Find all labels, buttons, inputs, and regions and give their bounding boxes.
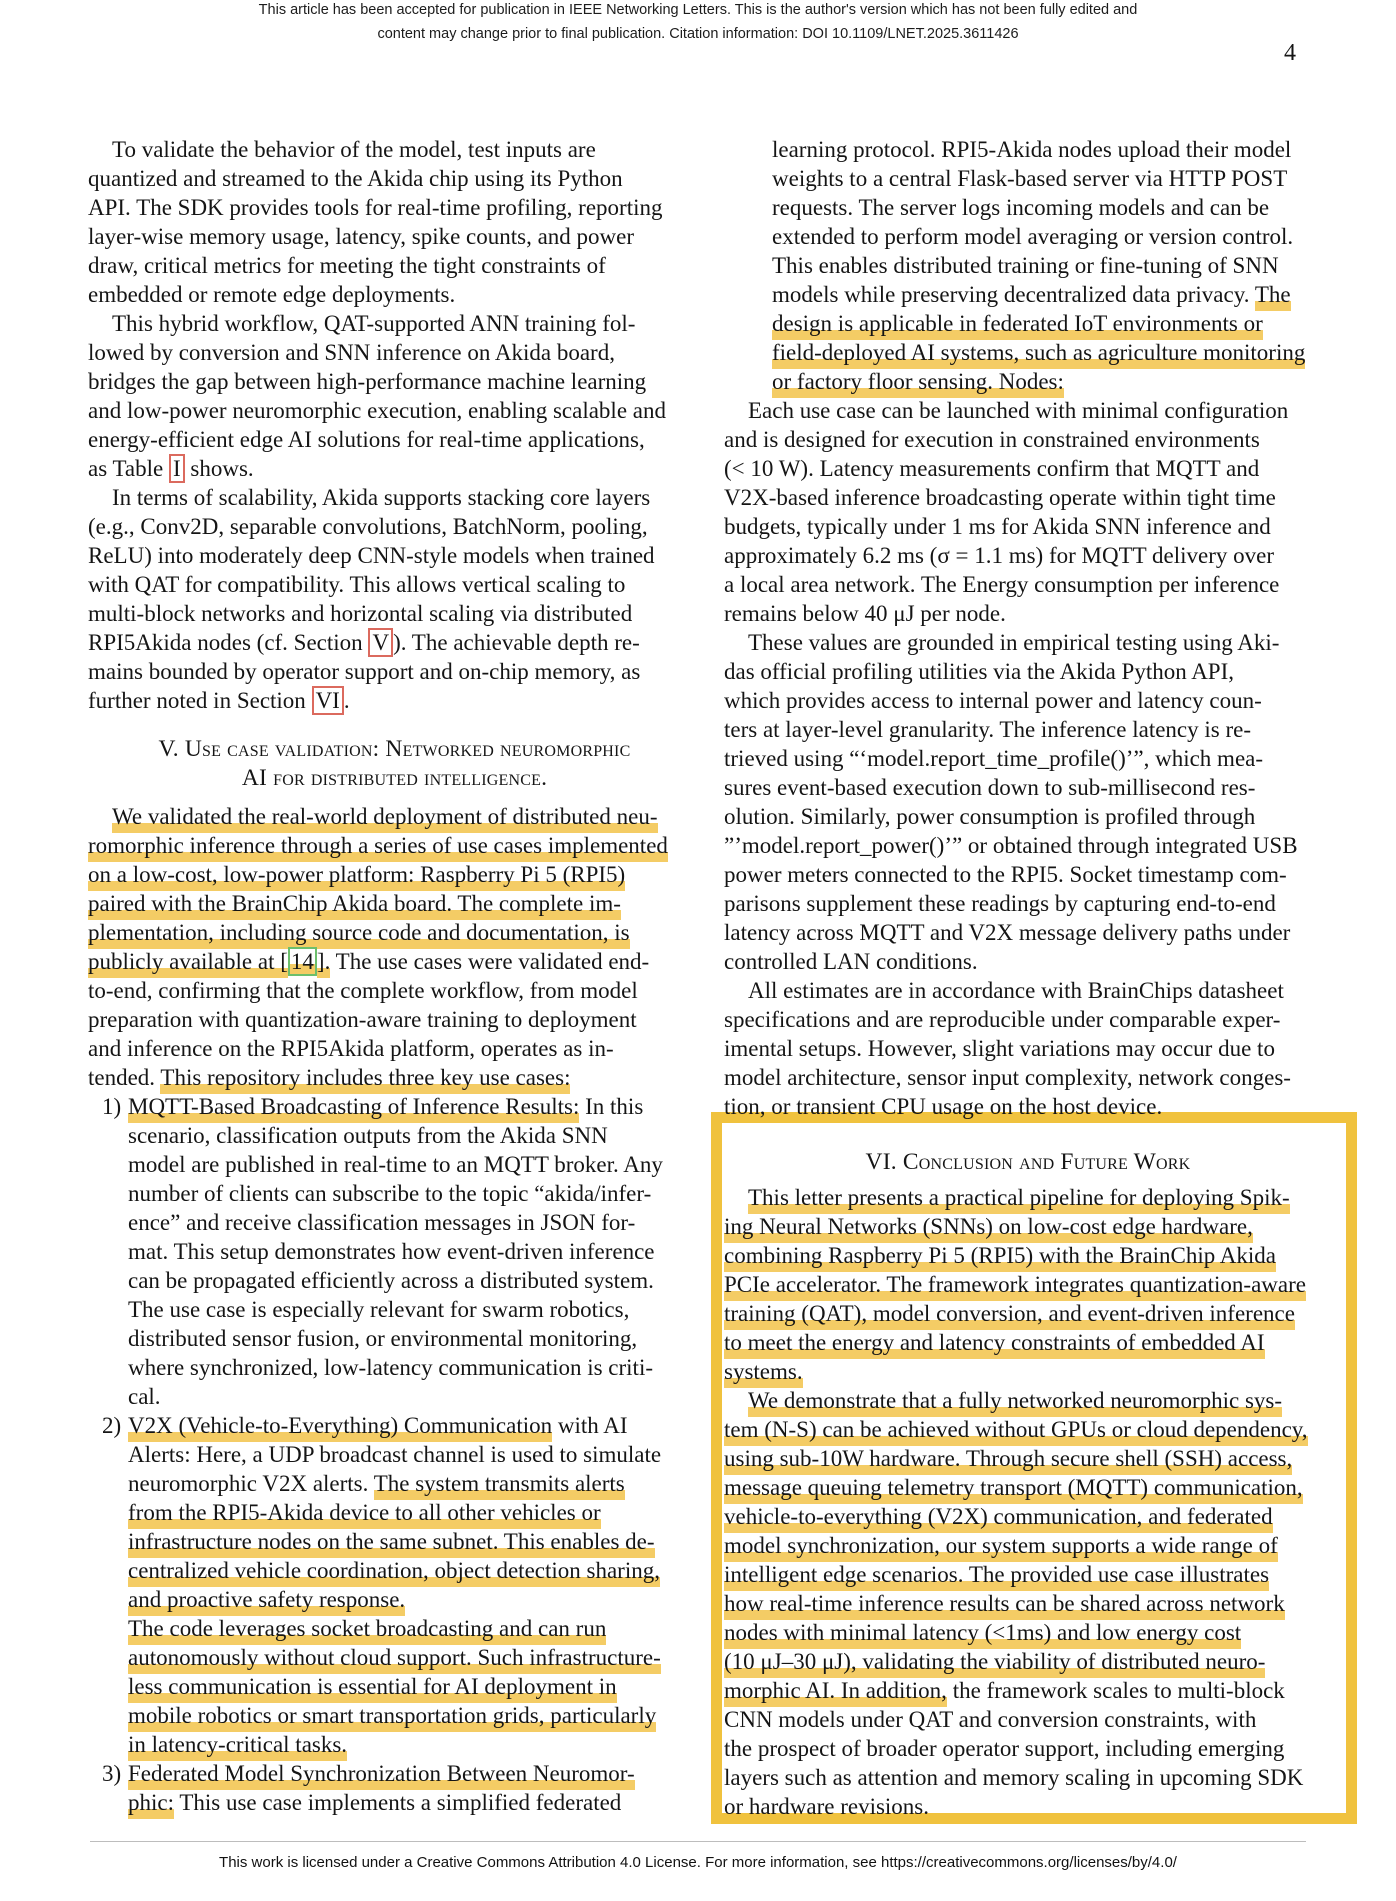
text-segment: The use cases were validated end- [330, 949, 650, 974]
text-segment: olution. Similarly, power consumption is profiled through [724, 804, 1256, 829]
text-segment: can be propagated efficiently across a distributed system. [128, 1268, 654, 1293]
text-segment: cal. [128, 1384, 161, 1409]
text-line [724, 454, 1332, 483]
text-line [88, 628, 701, 657]
text-line [88, 1092, 701, 1121]
text-line [88, 686, 701, 715]
text-line [88, 1295, 701, 1324]
header-notice-line2: content may change prior to final publication. Citation information: DOI 10.1109/LNET.2025.3611426 [377, 26, 1019, 42]
text-segment: the framework scales to multi-block [946, 1678, 1285, 1703]
text-segment: and inference on the RPI5Akida platform, operates as in- [88, 1036, 614, 1061]
text-segment: models while preserving decentralized data privacy. [772, 282, 1255, 307]
text-line [724, 1444, 1332, 1473]
paragraph [724, 628, 1332, 976]
text-segment: shows. [184, 456, 254, 481]
text-line [724, 1034, 1332, 1063]
text-line [88, 599, 701, 628]
text-line [724, 1734, 1332, 1763]
highlighter-mark: Federated Model Synchronization Between Neuromor- [128, 1761, 635, 1790]
highlighter-mark: model synchronization, our system supports a wide range of [724, 1533, 1278, 1562]
text-line [88, 425, 701, 454]
text-line [88, 1788, 701, 1817]
text-segment: sures event-based execution down to sub-millisecond res- [724, 775, 1256, 800]
text-line [88, 802, 701, 831]
text-segment: RPI5Akida nodes (cf. Section [88, 630, 369, 655]
text-line [88, 1063, 701, 1092]
internal-ref-link[interactable]: VI [312, 686, 344, 715]
text-line [88, 1672, 701, 1701]
text-line [724, 976, 1332, 1005]
highlighter-mark: V2X (Vehicle-to-Everything) Communication [128, 1413, 552, 1442]
text-line [88, 1005, 701, 1034]
paragraph [88, 135, 701, 309]
text-segment: das official profiling utilities via the Akida Python API, [724, 659, 1234, 684]
text-segment: . [343, 688, 350, 713]
page-number: 4 [1284, 40, 1296, 66]
text-segment: or hardware revisions. [724, 1794, 930, 1819]
text-line [88, 338, 701, 367]
text-line [88, 1179, 701, 1208]
text-segment: ”’model.report_power()’” or obtained through integrated USB [724, 833, 1298, 858]
text-line [88, 1614, 701, 1643]
text-segment: remains below 40 μJ per node. [724, 601, 1006, 626]
text-line [724, 309, 1332, 338]
highlighter-mark: infrastructure nodes on the same subnet. This enables de- [128, 1529, 655, 1558]
text-line [88, 251, 701, 280]
text-line [724, 1618, 1332, 1647]
text-line [88, 1556, 701, 1585]
text-line [724, 396, 1332, 425]
text-segment: V2X-based inference broadcasting operate within tight time [724, 485, 1276, 510]
text-segment: approximately 6.2 ms (σ = 1.1 ms) for MQTT delivery over [724, 543, 1275, 568]
text-line [88, 947, 701, 976]
text-segment: lowed by conversion and SNN inference on Akida board, [88, 340, 615, 365]
text-segment: imental setups. However, slight variations may occur due to [724, 1036, 1275, 1061]
text-segment: further noted in Section [88, 688, 312, 713]
text-line [88, 889, 701, 918]
text-line [724, 599, 1332, 628]
highlighter-mark: intelligent edge scenarios. The provided use case illustrates [724, 1562, 1269, 1591]
text-segment: tended. [88, 1065, 161, 1090]
text-line [724, 1183, 1332, 1212]
text-line [88, 831, 701, 860]
text-line [88, 918, 701, 947]
text-segment: ters at layer-level granularity. The inference latency is re- [724, 717, 1251, 742]
text-line [724, 1328, 1332, 1357]
text-line [88, 164, 701, 193]
text-segment: CNN models under QAT and conversion constraints, with [724, 1707, 1257, 1732]
text-line [724, 802, 1332, 831]
text-line [724, 1212, 1332, 1241]
text-segment: specifications and are reproducible under comparable exper- [724, 1007, 1281, 1032]
text-segment: Each use case can be launched with minimal configuration [748, 398, 1289, 423]
paragraph [88, 309, 701, 483]
highlighter-mark: The system transmits alerts [374, 1471, 625, 1500]
footer-divider [90, 1841, 1306, 1842]
text-segment: number of clients can subscribe to the topic “akida/infer- [128, 1181, 652, 1206]
right-column [724, 135, 1332, 1821]
internal-ref-link[interactable]: I [169, 454, 185, 483]
text-line [724, 773, 1332, 802]
text-segment: In terms of scalability, Akida supports stacking core layers [112, 485, 651, 510]
text-segment: ReLU) into moderately deep CNN-style models when trained [88, 543, 655, 568]
text-line [88, 280, 701, 309]
text-line [724, 1148, 1332, 1177]
text-segment: model are published in real-time to an MQTT broker. Any [128, 1152, 663, 1177]
text-line [88, 367, 701, 396]
highlighter-mark: paired with the BrainChip Akida board. The complete im- [88, 891, 621, 920]
text-line [88, 1759, 701, 1788]
text-line [724, 1705, 1332, 1734]
list-item-label: 2) [102, 1413, 122, 1438]
text-segment: multi-block networks and horizontal scaling via distributed [88, 601, 633, 626]
text-line [724, 280, 1332, 309]
text-segment: mat. This setup demonstrates how event-driven inference [128, 1239, 655, 1264]
text-segment: ). The achievable depth re- [393, 630, 640, 655]
highlighter-mark: or factory floor sensing. Nodes: [772, 369, 1064, 398]
text-line [724, 135, 1332, 164]
text-line [724, 657, 1332, 686]
text-line [724, 918, 1332, 947]
list-item [88, 1092, 701, 1411]
highlighter-mark: on a low-cost, low-power platform: Raspberry Pi 5 (RPI5) [88, 862, 625, 891]
header-notice-line1: This article has been accepted for publication in IEEE Networking Letters. This is the author's version which has not been fully edited and [258, 2, 1138, 18]
text-line [88, 135, 701, 164]
text-line [88, 483, 701, 512]
highlighter-mark: how real-time inference results can be shared across network [724, 1591, 1285, 1620]
text-segment: extended to perform model averaging or version control. [772, 224, 1294, 249]
highlighter-mark: centralized vehicle coordination, object detection sharing, [128, 1558, 660, 1587]
text-line [88, 657, 701, 686]
paragraph [88, 483, 701, 715]
text-line [724, 1676, 1332, 1705]
text-segment: quantized and streamed to the Akida chip using its Python [88, 166, 623, 191]
internal-ref-link[interactable]: V [368, 628, 393, 657]
text-line [724, 483, 1332, 512]
text-line [724, 1763, 1332, 1792]
text-line [724, 1299, 1332, 1328]
paragraph [724, 396, 1332, 628]
text-segment: draw, critical metrics for meeting the tight constraints of [88, 253, 606, 278]
text-line [724, 1502, 1332, 1531]
text-segment: This enables distributed training or fine-tuning of SNN [772, 253, 1279, 278]
text-line [724, 367, 1332, 396]
text-line [88, 1730, 701, 1759]
text-segment: This use case implements a simplified federated [174, 1790, 622, 1815]
text-segment: which provides access to internal power and latency coun- [724, 688, 1262, 713]
text-line [724, 1241, 1332, 1270]
text-segment: where synchronized, low-latency communication is criti- [128, 1355, 653, 1380]
text-segment: In this [579, 1094, 644, 1119]
text-line [724, 1005, 1332, 1034]
text-line [724, 1531, 1332, 1560]
text-line [88, 1469, 701, 1498]
highlighter-mark: autonomously without cloud support. Such infrastructure- [128, 1645, 661, 1674]
text-line [724, 1270, 1332, 1299]
highlighter-mark: systems. [724, 1359, 803, 1388]
text-segment: VI. Conclusion and Future Work [865, 1149, 1191, 1175]
text-segment: preparation with quantization-aware training to deployment [88, 1007, 637, 1032]
text-segment: scenario, classification outputs from the Akida SNN [128, 1123, 608, 1148]
highlighter-mark: We demonstrate that a fully networked neuromorphic sys- [748, 1388, 1282, 1417]
text-line [88, 1527, 701, 1556]
text-line [88, 309, 701, 338]
text-segment: AI for distributed intelligence. [241, 765, 548, 791]
text-segment: bridges the gap between high-performance machine learning [88, 369, 647, 394]
highlighter-mark: (10 μJ–30 μJ), validating the viability of distributed neuro- [724, 1649, 1265, 1678]
text-segment: with AI [552, 1413, 628, 1438]
section-heading [724, 1148, 1332, 1177]
text-segment: layers such as attention and memory scaling in upcoming SDK [724, 1765, 1304, 1790]
text-line [724, 338, 1332, 367]
text-line [724, 512, 1332, 541]
text-line [724, 686, 1332, 715]
highlighter-mark: less communication is essential for AI deployment in [128, 1674, 617, 1703]
text-segment: to-end, confirming that the complete workflow, from model [88, 978, 638, 1003]
text-line [88, 541, 701, 570]
license-notice: This work is licensed under a Creative Commons Attribution 4.0 License. For more information, see https://creativecommons.org/licenses/by/4.0/ [219, 1854, 1177, 1871]
text-line [724, 1092, 1332, 1121]
text-segment: These values are grounded in empirical testing using Aki- [748, 630, 1280, 655]
text-line [724, 715, 1332, 744]
highlighter-mark: This letter presents a practical pipeline for deploying Spik- [748, 1185, 1290, 1214]
text-segment: power meters connected to the RPI5. Socket timestamp com- [724, 862, 1287, 887]
highlighter-mark: message queuing telemetry transport (MQTT) communication, [724, 1475, 1303, 1504]
left-column [88, 135, 701, 1817]
text-line [88, 1208, 701, 1237]
paragraph [88, 802, 701, 1092]
paragraph [724, 976, 1332, 1121]
text-line [724, 1589, 1332, 1618]
text-segment: model architecture, sensor input complexity, network conges- [724, 1065, 1291, 1090]
highlighter-mark: The code leverages socket broadcasting and can run [128, 1616, 606, 1645]
text-segment: embedded or remote edge deployments. [88, 282, 456, 307]
highlighter-mark: ]. [317, 949, 330, 978]
highlighter-mark: to meet the energy and latency constraints of embedded AI [724, 1330, 1265, 1359]
text-line [88, 860, 701, 889]
text-line [88, 1585, 701, 1614]
text-segment: requests. The server logs incoming models and can be [772, 195, 1270, 220]
text-line [88, 1034, 701, 1063]
text-segment: as Table [88, 456, 169, 481]
text-segment: with QAT for compatibility. This allows vertical scaling to [88, 572, 626, 597]
text-line [88, 570, 701, 599]
text-segment: ence” and receive classification messages in JSON for- [128, 1210, 636, 1235]
highlighter-mark: We validated the real-world deployment of distributed neu- [112, 804, 658, 833]
highlighter-mark: in latency-critical tasks. [128, 1732, 347, 1761]
text-line [724, 1357, 1332, 1386]
text-segment: (e.g., Conv2D, separable convolutions, BatchNorm, pooling, [88, 514, 648, 539]
text-line [724, 860, 1332, 889]
highlighter-mark: publicly available at [ [88, 949, 288, 978]
list-item-label: 1) [102, 1094, 122, 1119]
text-segment: trieved using “‘model.report_time_profile()’”, which mea- [724, 746, 1264, 771]
highlighter-mark: romorphic inference through a series of use cases implemented [88, 833, 668, 862]
text-line [724, 164, 1332, 193]
text-segment: Alerts: Here, a UDP broadcast channel is used to simulate [128, 1442, 662, 1467]
text-line [88, 193, 701, 222]
text-segment: parisons supplement these readings by capturing end-to-end [724, 891, 1276, 916]
highlighter-mark: nodes with minimal latency (<1ms) and low energy cost [724, 1620, 1241, 1649]
list-item [724, 135, 1332, 396]
text-line [724, 1063, 1332, 1092]
text-segment: controlled LAN conditions. [724, 949, 978, 974]
text-segment: This hybrid workflow, QAT-supported ANN training fol- [112, 311, 636, 336]
text-line [88, 1121, 701, 1150]
text-line [724, 570, 1332, 599]
text-line [88, 1353, 701, 1382]
text-segment: (< 10 W). Latency measurements confirm that MQTT and [724, 456, 1260, 481]
text-line [724, 744, 1332, 773]
text-segment: the prospect of broader operator support, including emerging [724, 1736, 1285, 1761]
text-segment: learning protocol. RPI5-Akida nodes upload their model [772, 137, 1292, 162]
text-segment: weights to a central Flask-based server via HTTP POST [772, 166, 1288, 191]
text-line [88, 1643, 701, 1672]
highlighter-mark: field-deployed AI systems, such as agriculture monitoring [772, 340, 1305, 369]
text-line [724, 1415, 1332, 1444]
text-segment: latency across MQTT and V2X message delivery paths under [724, 920, 1291, 945]
highlighter-mark: PCIe accelerator. The framework integrates quantization-aware [724, 1272, 1306, 1301]
text-segment: tion, or transient CPU usage on the host device. [724, 1094, 1163, 1119]
text-line [88, 454, 701, 483]
text-segment: and is designed for execution in constrained environments [724, 427, 1260, 452]
citation-link[interactable]: 14 [288, 947, 317, 976]
text-line [724, 193, 1332, 222]
text-segment: To validate the behavior of the model, test inputs are [112, 137, 596, 162]
text-line [88, 735, 701, 764]
text-line [88, 1324, 701, 1353]
text-segment: distributed sensor fusion, or environmental monitoring, [128, 1326, 638, 1351]
text-segment: budgets, typically under 1 ms for Akida SNN inference and [724, 514, 1271, 539]
text-segment: neuromorphic V2X alerts. [128, 1471, 374, 1496]
highlighter-mark: morphic AI. In addition, [724, 1678, 947, 1707]
text-segment: energy-efficient edge AI solutions for real-time applications, [88, 427, 645, 452]
text-segment: All estimates are in accordance with BrainChips datasheet [748, 978, 1284, 1003]
text-line [724, 1647, 1332, 1676]
text-segment: a local area network. The Energy consumption per inference [724, 572, 1280, 597]
text-segment: V. Use case validation: Networked neuromorphic [158, 736, 631, 762]
highlighter-mark: phic: [128, 1790, 174, 1819]
text-segment: layer-wise memory usage, latency, spike counts, and power [88, 224, 635, 249]
paragraph [724, 1183, 1332, 1386]
text-segment: and low-power neuromorphic execution, enabling scalable and [88, 398, 666, 423]
text-line [88, 1411, 701, 1440]
paragraph [724, 1386, 1332, 1821]
highlighter-mark: and proactive safety response. [128, 1587, 405, 1616]
text-line [88, 1266, 701, 1295]
text-line [724, 628, 1332, 657]
highlighter-mark: vehicle-to-everything (V2X) communication, and federated [724, 1504, 1273, 1533]
highlighter-mark: combining Raspberry Pi 5 (RPI5) with the BrainChip Akida [724, 1243, 1276, 1272]
text-line [88, 1498, 701, 1527]
text-line [88, 1701, 701, 1730]
text-line [724, 541, 1332, 570]
list-item [88, 1759, 701, 1817]
text-line [88, 512, 701, 541]
text-line [88, 1150, 701, 1179]
text-line [88, 222, 701, 251]
highlighter-mark: The [1255, 282, 1291, 311]
text-line [724, 831, 1332, 860]
text-line [88, 764, 701, 793]
highlighter-mark: training (QAT), model conversion, and event-driven inference [724, 1301, 1295, 1330]
highlighter-mark: from the RPI5-Akida device to all other vehicles or [128, 1500, 601, 1529]
text-line [88, 1237, 701, 1266]
text-line [724, 1792, 1332, 1821]
text-line [724, 889, 1332, 918]
highlighter-mark: ing Neural Networks (SNNs) on low-cost edge hardware, [724, 1214, 1253, 1243]
text-line [724, 947, 1332, 976]
text-segment: The use case is especially relevant for swarm robotics, [128, 1297, 630, 1322]
highlighter-mark: This repository includes three key use cases: [160, 1065, 570, 1094]
text-segment: API. The SDK provides tools for real-time profiling, reporting [88, 195, 663, 220]
highlighter-mark: plementation, including source code and documentation, is [88, 920, 630, 949]
list-item [88, 1411, 701, 1759]
section-heading [88, 735, 701, 793]
highlighter-mark: mobile robotics or smart transportation grids, particularly [128, 1703, 656, 1732]
text-line [724, 222, 1332, 251]
text-line [88, 976, 701, 1005]
highlighter-mark: MQTT-Based Broadcasting of Inference Results: [128, 1094, 579, 1123]
highlighter-mark: using sub-10W hardware. Through secure shell (SSH) access, [724, 1446, 1292, 1475]
text-line [724, 251, 1332, 280]
text-line [724, 1473, 1332, 1502]
text-line [88, 1440, 701, 1469]
highlighter-mark: tem (N-S) can be achieved without GPUs or cloud dependency, [724, 1417, 1308, 1446]
text-line [88, 396, 701, 425]
text-line [724, 1386, 1332, 1415]
text-line [724, 1560, 1332, 1589]
list-item-label: 3) [102, 1761, 122, 1786]
text-line [88, 1382, 701, 1411]
text-line [724, 425, 1332, 454]
text-segment: mains bounded by operator support and on-chip memory, as [88, 659, 641, 684]
highlighter-mark: design is applicable in federated IoT environments or [772, 311, 1263, 340]
